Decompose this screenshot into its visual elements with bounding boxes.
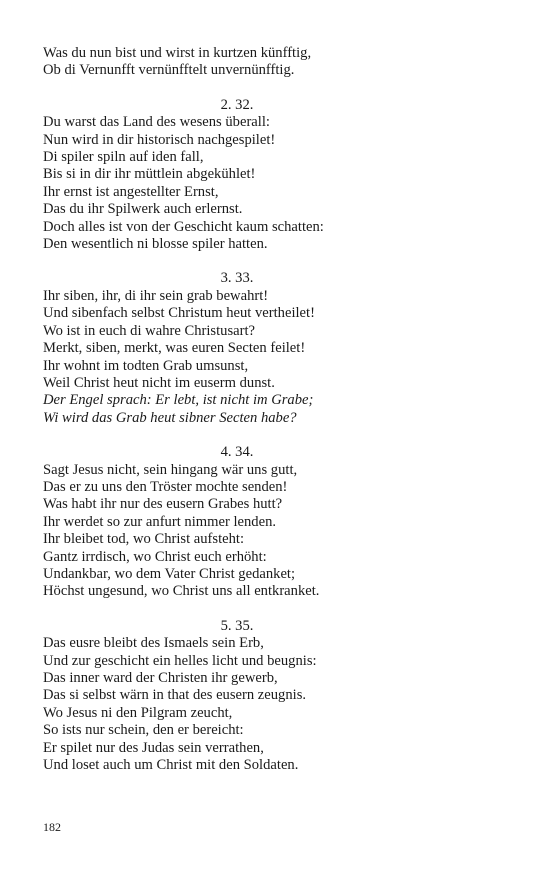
stanza (43, 444, 513, 601)
verse-line: Sagt Jesus nicht, sein hingang wär uns gutt, (43, 461, 298, 478)
stanza (43, 97, 513, 254)
poem-text (43, 45, 513, 774)
verse-line: Ihr ernst ist angestellter Ernst, (43, 183, 219, 200)
verse-line: Bis si in dir ihr müttlein abgekühlet! (43, 166, 256, 183)
stanza (43, 618, 513, 775)
verse-line: Das eusre bleibt des Ismaels sein Erb, (43, 635, 264, 652)
verse-line: Was du nun bist und wirst in kurtzen künfftig, (43, 45, 312, 61)
verse-line: Und zur geschicht ein helles licht und beugnis: (43, 652, 317, 669)
verse-line: Wo ist in euch di wahre Christusart? (43, 322, 256, 339)
verse-line: Ihr bleibet tod, wo Christ aufsteht: (43, 531, 245, 548)
verse-line: Und loset auch um Christ mit den Soldaten. (43, 757, 299, 774)
verse-line: Di spiler spiln auf iden fall, (43, 149, 204, 166)
stanza-heading: 2. 32. (220, 96, 254, 113)
page-number: 182 (43, 820, 61, 834)
stanza (43, 270, 513, 427)
verse-line: Wi wird das Grab heut sibner Secten habe? (43, 409, 297, 426)
verse-line: Ihr wohnt im todten Grab umsunst, (43, 357, 249, 374)
stanza-heading: 4. 34. (220, 444, 254, 461)
stanza (43, 45, 513, 80)
verse-line: Du warst das Land des wesens überall: (43, 114, 270, 131)
verse-line: Höchst ungesund, wo Christ uns all entkranket. (43, 583, 320, 600)
stanza-heading: 5. 35. (220, 617, 254, 634)
stanza-heading: 3. 33. (220, 270, 254, 287)
verse-line: Ihr siben, ihr, di ihr sein grab bewahrt! (43, 287, 269, 304)
verse-line: So ists nur schein, den er bereicht: (43, 722, 244, 739)
verse-line: Das du ihr Spilwerk auch erlernst. (43, 201, 243, 218)
verse-line: Den wesentlich ni blosse spiler hatten. (43, 236, 268, 253)
verse-line: Er spilet nur des Judas sein verrathen, (43, 739, 264, 756)
verse-line: Der Engel sprach: Er lebt, ist nicht im Grabe; (43, 392, 314, 409)
verse-line: Das inner ward der Christen ihr gewerb, (43, 670, 278, 686)
verse-line: Ob di Vernunfft vernünfftelt unvernünfftig. (43, 62, 295, 79)
verse-line: Wo Jesus ni den Pilgram zeucht, (43, 704, 233, 721)
verse-line: Und sibenfach selbst Christum heut vertheilet! (43, 305, 315, 322)
verse-line: Merkt, siben, merkt, was euren Secten feilet! (43, 340, 306, 357)
verse-line: Das er zu uns den Tröster mochte senden! (43, 478, 288, 495)
verse-line: Weil Christ heut nicht im euserm dunst. (43, 374, 275, 391)
verse-line: Gantz irrdisch, wo Christ euch erhöht: (43, 548, 267, 565)
verse-line: Doch alles ist von der Geschicht kaum schatten: (43, 218, 324, 235)
verse-line: Ihr werdet so zur anfurt nimmer lenden. (43, 513, 277, 530)
verse-line: Nun wird in dir historisch nachgespilet! (43, 131, 276, 148)
verse-line: Was habt ihr nur des eusern Grabes hutt? (43, 496, 283, 513)
verse-line: Undankbar, wo dem Vater Christ gedanket; (43, 565, 296, 582)
verse-line: Das si selbst wärn in that des eusern zeugnis. (43, 687, 307, 704)
